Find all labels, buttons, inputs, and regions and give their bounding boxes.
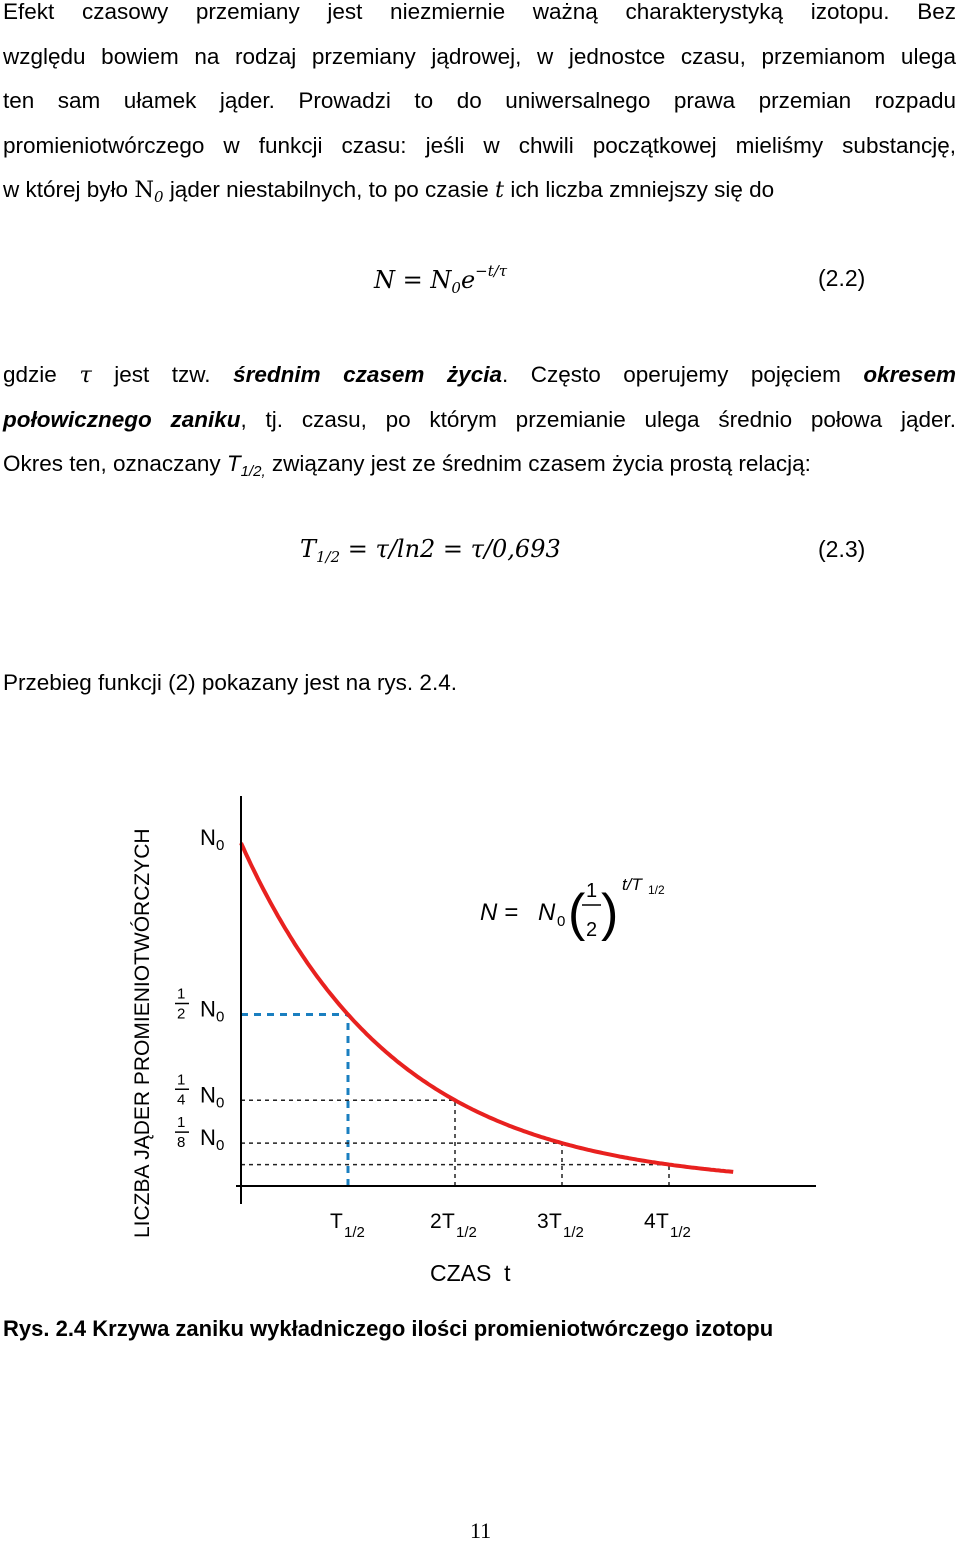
tick-symbol: T (549, 1210, 562, 1233)
tick-subscript: 0 (216, 1137, 225, 1155)
fraction-numerator: 1 (177, 985, 186, 1003)
paragraph-figure-ref (3, 661, 956, 706)
fraction-numerator: 1 (177, 1071, 186, 1089)
fraction-numerator: 1 (177, 1114, 186, 1132)
text-line: promieniotwórczego w funkcji czasu: jeśli w chwili początkowej mieliśmy substancję, (3, 132, 956, 158)
svg-text:1/2: 1/2 (648, 883, 665, 897)
tick-subscript: 1/2 (563, 1224, 584, 1241)
x-axis-label: CZAS t (430, 1260, 511, 1286)
paragraph-intro (3, 0, 956, 220)
text-line: w której było $N_0$ jąder niestabilnych, to po czasie t ich liczba zmniejszy się do (3, 177, 775, 206)
y-tick-label (175, 1114, 224, 1154)
decay-chart (0, 780, 960, 1300)
tick-subscript: 0 (216, 1094, 225, 1112)
text-line: Efekt czasowy przemiany jest niezmiernie ważną charakterystyką izotopu. Bez (3, 0, 956, 24)
svg-text:0: 0 (557, 913, 566, 930)
text-line: Okres ten, oznaczany $T_{1/2,}$ związany jest ze średnim czasem życia prostą relacją: (3, 451, 811, 480)
svg-text:t/T: t/T (622, 875, 642, 894)
tick-multiplier: 4 (644, 1210, 656, 1233)
page-number: 11 (470, 1518, 492, 1543)
tick-subscript: 1/2 (456, 1224, 477, 1241)
tick-multiplier: 2 (430, 1210, 442, 1233)
x-tick-label (430, 1210, 477, 1241)
fraction-denominator: 4 (177, 1091, 186, 1109)
figure-caption: Rys. 2.4 Krzywa zaniku wykładniczego ilości promieniotwórczego izotopu (3, 1316, 774, 1341)
text-line: względu bowiem na rodzaj przemiany jądrowej, w jednostce czasu, przemianom ulega (3, 43, 956, 69)
y-axis-label: LICZBA JĄDER PROMIENIOTWÓRCZYCH (131, 828, 154, 1238)
tick-symbol: N (200, 825, 216, 850)
fraction-denominator: 8 (177, 1134, 186, 1152)
x-tick-label (330, 1210, 365, 1241)
svg-text:): ) (601, 884, 619, 942)
text-line: ten sam ułamek jąder. Prowadzi to do uniwersalnego prawa przemian rozpadu (3, 88, 956, 113)
tick-symbol: T (330, 1210, 343, 1233)
tick-multiplier: 3 (537, 1210, 549, 1233)
paragraph-half-life (3, 353, 956, 495)
tick-symbol: N (200, 1125, 216, 1151)
tick-symbol: T (656, 1210, 669, 1233)
tick-subscript: 0 (216, 1008, 225, 1026)
fraction-denominator: 2 (177, 1005, 186, 1023)
tick-subscript: 1/2 (344, 1224, 365, 1241)
svg-text:1: 1 (586, 880, 598, 902)
tick-subscript: 1/2 (670, 1224, 691, 1241)
tick-symbol: T (442, 1210, 455, 1233)
equation-number: (2.3) (818, 536, 866, 562)
equation-number: (2.2) (818, 265, 866, 291)
y-tick-label (200, 825, 224, 854)
text-line: Przebieg funkcji (2) pokazany jest na rys. 2.4. (3, 670, 457, 695)
y-tick-label (175, 1071, 224, 1111)
tick-symbol: N (200, 1082, 216, 1108)
equation-2-2: $N = N_0e^{-t/\tau}$ (374, 262, 508, 297)
tick-symbol: N (200, 996, 216, 1022)
decay-formula (480, 875, 665, 942)
svg-text:N =: N = (480, 899, 519, 926)
x-tick-label (644, 1210, 691, 1241)
equation-2-3: $T_{1/2} = \tau/\ln 2 = \tau/0,693$ (300, 535, 561, 566)
text-line: połowicznego zaniku, tj. czasu, po którym przemianie ulega średnio połowa jąder. (3, 406, 956, 432)
svg-text:(: ( (568, 884, 586, 942)
x-tick-label (537, 1210, 584, 1241)
tick-subscript: 0 (216, 837, 225, 854)
svg-text:2: 2 (586, 919, 598, 941)
y-tick-label (175, 986, 224, 1026)
svg-text:N: N (538, 899, 556, 926)
text-line: gdzie τ jest tzw. średnim czasem życia. Często operujemy pojęciem okresem (3, 362, 956, 388)
